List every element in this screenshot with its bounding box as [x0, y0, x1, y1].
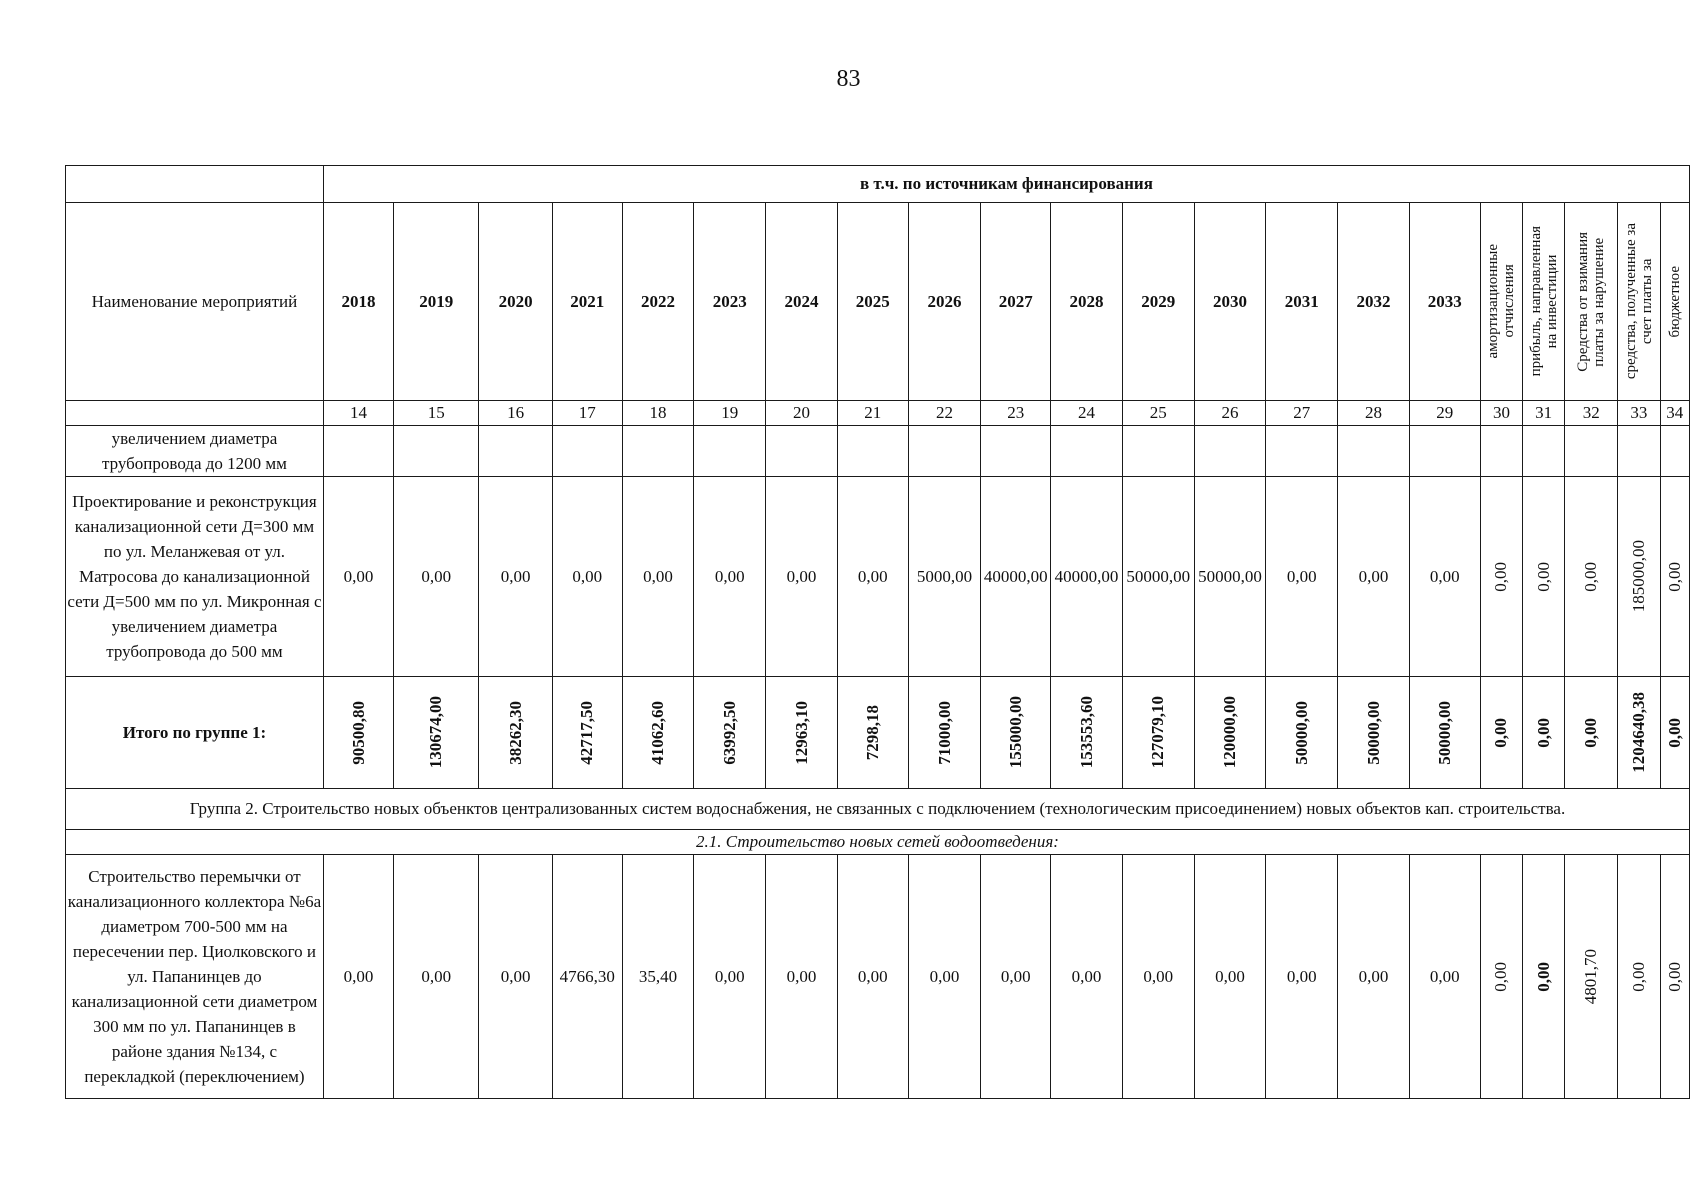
- year-header: 2021: [552, 203, 622, 401]
- empty-cell: [766, 426, 837, 477]
- subgroup-2-1-heading: 2.1. Строительство новых сетей водоотведения:: [66, 830, 1690, 855]
- empty-cell: [323, 426, 393, 477]
- table-row-group2: [66, 789, 1690, 830]
- empty-cell: [1338, 426, 1409, 477]
- column-number: 31: [1523, 401, 1565, 426]
- total-value: 50000,00: [1266, 677, 1338, 789]
- empty-cell: [1523, 426, 1565, 477]
- name-column-header: Наименование мероприятий: [66, 203, 324, 401]
- empty-cell: [479, 426, 552, 477]
- page-number: 83: [836, 66, 861, 92]
- year-value: 0,00: [1409, 477, 1480, 677]
- empty-cell: [1565, 426, 1618, 477]
- row-name: Строительство перемычки от канализационного коллектора №6а диаметром 700-500 мм на пересечении пер. Циолковского и ул. Папанинцев до канализационной сети диаметром 300 мм по ул. Папанинцев в районе здания №134, с перекладкой (переключением): [66, 855, 324, 1099]
- total-value: 38262,30: [479, 677, 552, 789]
- column-number: 26: [1194, 401, 1265, 426]
- total-value: 153553,60: [1051, 677, 1122, 789]
- empty-cell: [837, 426, 908, 477]
- year-value: 0,00: [1338, 477, 1409, 677]
- source-value: 185000,00: [1618, 477, 1660, 677]
- source-value: 0,00: [1523, 477, 1565, 677]
- column-number: 21: [837, 401, 908, 426]
- column-number: 23: [981, 401, 1051, 426]
- year-header: 2019: [394, 203, 479, 401]
- year-value: 0,00: [394, 855, 479, 1099]
- year-value: 0,00: [394, 477, 479, 677]
- empty-cell: [1266, 426, 1338, 477]
- source-value: 0,00: [1480, 477, 1522, 677]
- year-value: 0,00: [1266, 855, 1338, 1099]
- column-number: 27: [1266, 401, 1338, 426]
- year-value: 0,00: [479, 855, 552, 1099]
- total-value: 120000,00: [1194, 677, 1265, 789]
- row-name: Проектирование и реконструкция канализационной сети Д=300 мм по ул. Меланжевая от ул. Матросова до канализационной сети Д=500 мм по ул. Микронная с увеличением диаметра трубопровода до 500 мм: [66, 477, 324, 677]
- year-value: 0,00: [981, 855, 1051, 1099]
- total-value: 63992,50: [694, 677, 766, 789]
- empty-cell: [1051, 426, 1122, 477]
- column-number: 30: [1480, 401, 1522, 426]
- column-number: 29: [1409, 401, 1480, 426]
- financing-sources-header: в т.ч. по источникам финансирования: [323, 166, 1689, 203]
- year-value: 35,40: [622, 855, 693, 1099]
- total-source-value: 0,00: [1660, 677, 1690, 789]
- column-number-empty: [66, 401, 324, 426]
- year-value: 0,00: [1122, 855, 1194, 1099]
- year-header: 2027: [981, 203, 1051, 401]
- year-header: 2028: [1051, 203, 1122, 401]
- empty-cell: [622, 426, 693, 477]
- total-value: 90500,80: [323, 677, 393, 789]
- year-value: 0,00: [323, 855, 393, 1099]
- year-value: 0,00: [1051, 855, 1122, 1099]
- total-value: 50000,00: [1409, 677, 1480, 789]
- column-number: 15: [394, 401, 479, 426]
- year-value: 0,00: [1194, 855, 1265, 1099]
- year-header: 2025: [837, 203, 908, 401]
- year-value: 0,00: [694, 855, 766, 1099]
- year-header: 2023: [694, 203, 766, 401]
- year-value: 0,00: [694, 477, 766, 677]
- year-value: 0,00: [908, 855, 980, 1099]
- year-header: 2024: [766, 203, 837, 401]
- year-header: 2020: [479, 203, 552, 401]
- column-number: 28: [1338, 401, 1409, 426]
- group-2-heading: Группа 2. Строительство новых объенктов централизованных систем водоснабжения, не связанных с подключением (технологическим присоединением) новых объектов кап. строительства.: [66, 789, 1690, 830]
- column-number: 18: [622, 401, 693, 426]
- source-header-depreciation: амортизационные отчисления: [1480, 203, 1522, 401]
- table-row-subgroup-2-1: [66, 830, 1690, 855]
- year-value: 0,00: [766, 855, 837, 1099]
- column-number: 33: [1618, 401, 1660, 426]
- source-value: 0,00: [1618, 855, 1660, 1099]
- total-value: 71000,00: [908, 677, 980, 789]
- source-value: 0,00: [1565, 477, 1618, 677]
- empty-cell: [1122, 426, 1194, 477]
- total-value: 7298,18: [837, 677, 908, 789]
- column-number: 19: [694, 401, 766, 426]
- column-number: 34: [1660, 401, 1690, 426]
- row-name: увеличением диаметра трубопровода до 1200 мм: [66, 426, 324, 477]
- source-value: 0,00: [1523, 855, 1565, 1099]
- year-header: 2029: [1122, 203, 1194, 401]
- year-value: 0,00: [1409, 855, 1480, 1099]
- financing-table: [65, 165, 1690, 1099]
- column-number: 17: [552, 401, 622, 426]
- source-value: 4801,70: [1565, 855, 1618, 1099]
- table-row-continuation: [66, 426, 1690, 477]
- table-row-reconstruction: [66, 477, 1690, 677]
- total-value: 50000,00: [1338, 677, 1409, 789]
- total-value: 41062,60: [622, 677, 693, 789]
- source-header-profit: прибыль, направленная на инвестиции: [1523, 203, 1565, 401]
- year-header: 2033: [1409, 203, 1480, 401]
- year-value: 4766,30: [552, 855, 622, 1099]
- total-source-value: 0,00: [1565, 677, 1618, 789]
- header-row-financing: [66, 166, 1690, 203]
- source-value: 0,00: [1480, 855, 1522, 1099]
- total-value: 155000,00: [981, 677, 1051, 789]
- source-header-violation-fees: Средства от взимания платы за нарушение: [1565, 203, 1618, 401]
- year-value: 40000,00: [1051, 477, 1122, 677]
- header-empty-cell: [66, 166, 324, 203]
- total-source-value: 0,00: [1480, 677, 1522, 789]
- empty-cell: [1480, 426, 1522, 477]
- empty-cell: [908, 426, 980, 477]
- source-value: 0,00: [1660, 477, 1690, 677]
- source-header-budget: бюджетное: [1660, 203, 1690, 401]
- year-header: 2031: [1266, 203, 1338, 401]
- source-value: 0,00: [1660, 855, 1690, 1099]
- source-header-connection-fees: средства, полученные за счет платы за: [1618, 203, 1660, 401]
- year-header: 2030: [1194, 203, 1265, 401]
- column-number: 20: [766, 401, 837, 426]
- column-number: 14: [323, 401, 393, 426]
- column-number: 22: [908, 401, 980, 426]
- empty-cell: [1660, 426, 1690, 477]
- column-number: 16: [479, 401, 552, 426]
- total-value: 42717,50: [552, 677, 622, 789]
- empty-cell: [1409, 426, 1480, 477]
- year-value: 0,00: [1266, 477, 1338, 677]
- total-source-value: 1204640,38: [1618, 677, 1660, 789]
- table-row-total-group1: [66, 677, 1690, 789]
- year-value: 0,00: [622, 477, 693, 677]
- empty-cell: [694, 426, 766, 477]
- header-row-columns: [66, 203, 1690, 401]
- total-value: 12963,10: [766, 677, 837, 789]
- total-value: 130674,00: [394, 677, 479, 789]
- empty-cell: [1194, 426, 1265, 477]
- year-value: 0,00: [766, 477, 837, 677]
- empty-cell: [981, 426, 1051, 477]
- year-value: 0,00: [1338, 855, 1409, 1099]
- column-number: 24: [1051, 401, 1122, 426]
- year-value: 50000,00: [1122, 477, 1194, 677]
- empty-cell: [552, 426, 622, 477]
- column-number: 25: [1122, 401, 1194, 426]
- year-value: 40000,00: [981, 477, 1051, 677]
- empty-cell: [1618, 426, 1660, 477]
- year-header: 2026: [908, 203, 980, 401]
- year-value: 0,00: [837, 477, 908, 677]
- year-value: 0,00: [552, 477, 622, 677]
- total-label: Итого по группе 1:: [66, 677, 324, 789]
- total-value: 127079,10: [1122, 677, 1194, 789]
- table-row-bridge: [66, 855, 1690, 1099]
- year-value: 0,00: [323, 477, 393, 677]
- column-numbers-row: [66, 401, 1690, 426]
- year-value: 0,00: [479, 477, 552, 677]
- year-value: 0,00: [837, 855, 908, 1099]
- empty-cell: [394, 426, 479, 477]
- year-header: 2032: [1338, 203, 1409, 401]
- year-value: 50000,00: [1194, 477, 1265, 677]
- total-source-value: 0,00: [1523, 677, 1565, 789]
- year-value: 5000,00: [908, 477, 980, 677]
- year-header: 2018: [323, 203, 393, 401]
- column-number: 32: [1565, 401, 1618, 426]
- year-header: 2022: [622, 203, 693, 401]
